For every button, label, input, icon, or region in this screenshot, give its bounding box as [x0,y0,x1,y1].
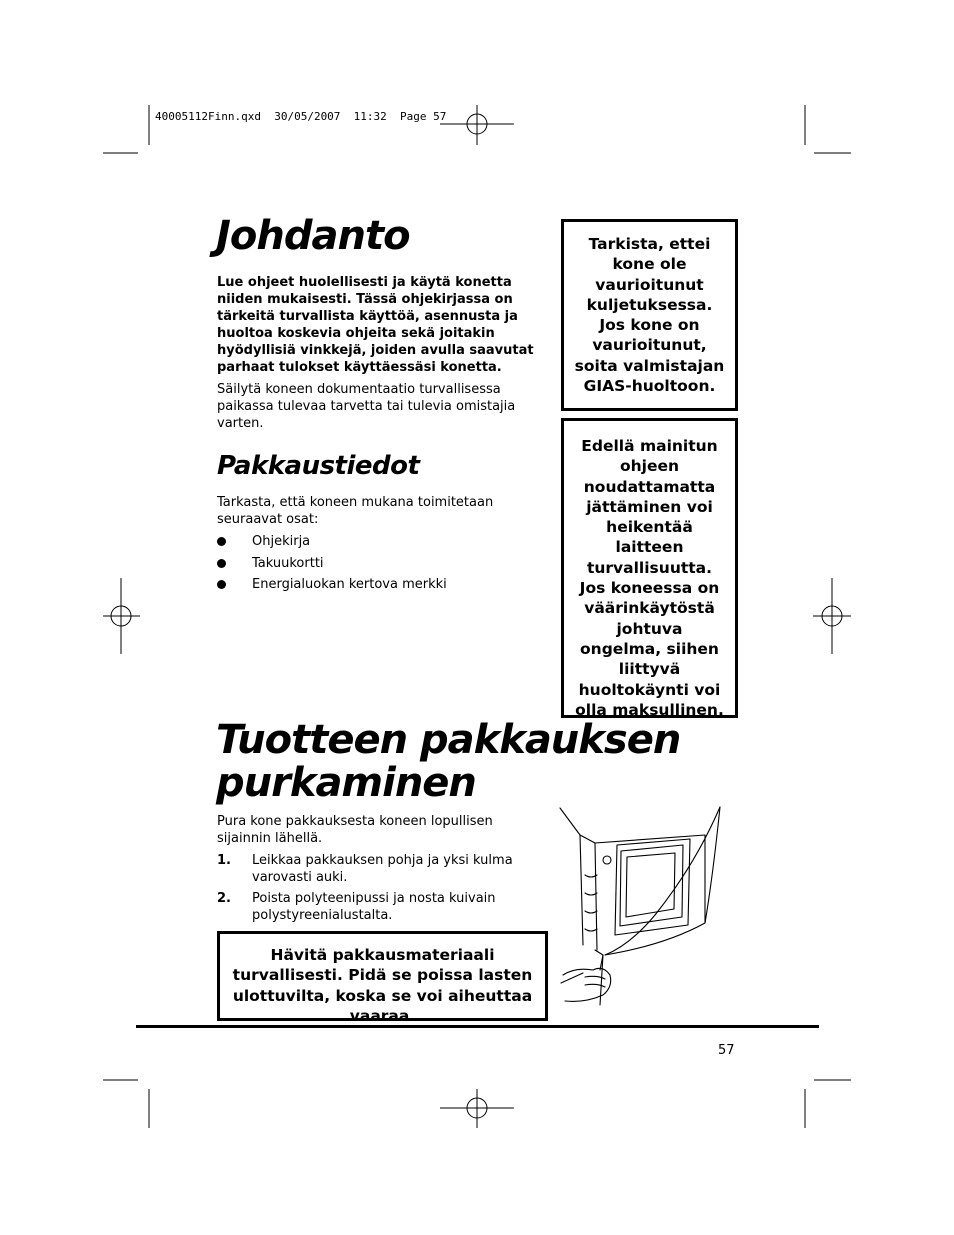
damage-check-text: Tarkista, ettei kone ole vaurioitunut kuljetuksessa. Jos kone on vaurioitunut, soita valmistajan GIAS-huoltoon. [574,235,725,396]
list-item-text: Energialuokan kertova merkki [252,577,447,592]
johdanto-title: Johdanto [216,213,410,259]
step-text: Leikkaa pakkauksen pohja ja yksi kulma varovasti auki. [252,853,513,885]
unpacking-illustration [555,805,725,1010]
johdanto-intro-bold: Lue ohjeet huolellisesti ja käytä konetta niiden mukaisesti. Tässä ohjekirjassa on tärkeitä turvallista käyttöä, asennusta ja huoltoa koskevia ohjeita sekä joitakin hyödyllisiä vinkkejä, joiden avulla saavutat parhaat tulokset käyttäessäsi konetta. [217,275,534,375]
purkaminen-title-line2: purkaminen [216,760,476,806]
purkaminen-title-line1: Tuotteen pakkauksen [216,717,681,763]
packaging-warning-text: Hävitä pakkausmateriaali turvallisesti. Pidä se poissa lasten ulottuvilta, koska se voi aiheuttaa vaaraa. [232,946,533,1025]
list-item-text: Takuukortti [252,556,324,571]
safety-warning-text: Edellä mainitun ohjeen noudattamatta jättäminen voi heikentää laitteen turvallisuutta. Jos koneessa on väärinkäytöstä johtuva ongelma, siihen liittyvä huoltokäynti voi olla maksullinen. [575,437,724,719]
bullet-icon [217,537,226,546]
step-number: 2. [217,891,231,906]
step-text: Poista polyteenipussi ja nosta kuivain polystyreenialustalta. [252,891,496,923]
step-number: 1. [217,853,231,868]
johdanto-intro-plain: Säilytä koneen dokumentaatio turvallisessa paikassa tulevaa tarvetta tai tulevia omistajia varten. [217,382,516,431]
file-slug: 40005112Finn.qxd 30/05/2007 11:32 Page 57 [155,110,447,123]
safety-warning-box [561,418,738,718]
bullet-icon [217,559,226,568]
bullet-icon [217,580,226,589]
pakkaus-intro: Tarkasta, että koneen mukana toimitetaan seuraavat osat: [217,495,494,527]
list-item-text: Ohjekirja [252,534,311,549]
bottom-rule [136,1025,819,1028]
pakkaus-title: Pakkaustiedot [217,451,420,481]
page-number: 57 [718,1043,735,1058]
damage-check-box [561,219,738,411]
purkaminen-intro: Pura kone pakkauksesta koneen lopullisen sijainnin lähellä. [217,814,493,846]
packaging-warning-box [217,931,548,1025]
